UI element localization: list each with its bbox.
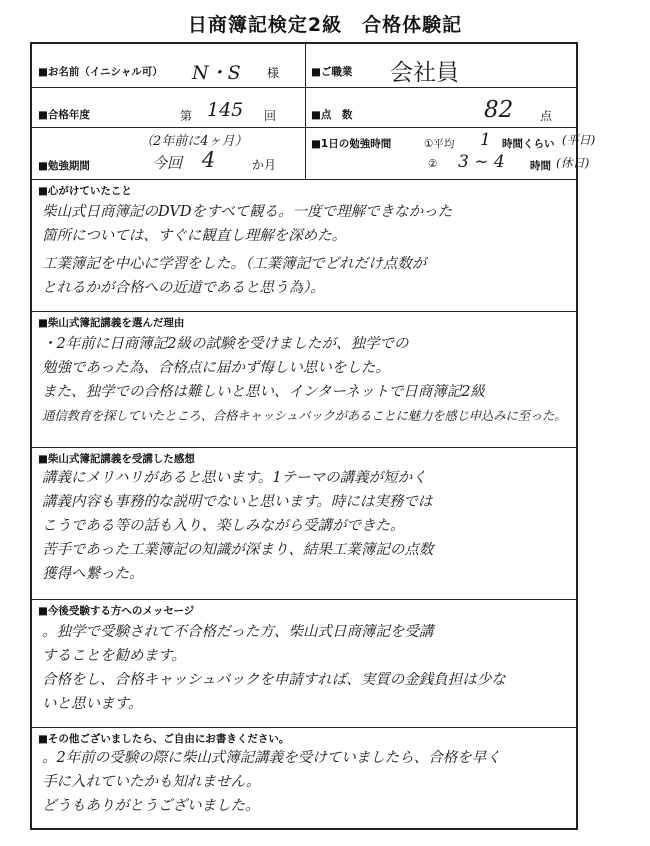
second-value: 3 ~ 4 xyxy=(458,152,505,172)
section-line: 苦手であった工業簿記の知識が深まり、結果工業簿記の点数 xyxy=(42,542,434,558)
section-line: どうもありがとうございました。 xyxy=(42,798,260,814)
year-value: 145 xyxy=(207,99,244,121)
average-unit: 時間くらい xyxy=(502,138,555,150)
year-label: ■合格年度 xyxy=(38,109,90,121)
section-line: することを勧めます。 xyxy=(42,648,186,664)
section-line: 通信教育を探していたところ、合格キャッシュバックがあることに魅力を感じ申込みに至った。 xyxy=(42,408,567,423)
year-suffix: 回 xyxy=(264,109,277,123)
section-label: ■柴山式簿記講義を受講した感想 xyxy=(38,453,195,465)
average-note: (平日) xyxy=(562,133,596,147)
period-note: （2年前に4ヶ月） xyxy=(140,134,248,149)
name-label: ■お名前（イニシャル可） xyxy=(38,66,163,78)
section-line: いと思います。 xyxy=(42,696,143,712)
section-line: また、独学での合格は難しいと思い、インターネットで日商簿記2級 xyxy=(42,384,485,400)
section-line: ・2年前に日商簿記2級の試験を受けましたが、独学での xyxy=(42,336,409,352)
score-suffix: 点 xyxy=(540,109,553,123)
section-line: 工業簿記を中心に学習をした。（工業簿記でどれだけ点数が xyxy=(42,256,427,272)
section-label: ■心がけていたこと xyxy=(38,185,132,197)
section-line: 箇所については、すぐに観直し理解を深めた。 xyxy=(42,228,347,244)
second-note: (休日) xyxy=(556,156,590,170)
info-row-period xyxy=(32,128,596,180)
section-line: 。独学で受験されて不合格だった方、柴山式日商簿記を受講 xyxy=(42,624,434,640)
job-label: ■ご職業 xyxy=(311,66,353,78)
info-row-name xyxy=(32,44,576,88)
second-label: ② xyxy=(428,158,438,170)
job-value: 会社員 xyxy=(390,60,459,86)
section-label: ■柴山式簿記講義を選んだ理由 xyxy=(38,317,185,329)
section-impression xyxy=(32,448,576,600)
experience-form xyxy=(30,42,596,830)
period-label: ■勉強期間 xyxy=(38,160,90,172)
section-effort xyxy=(32,180,576,312)
name-suffix: 様 xyxy=(267,66,280,80)
section-other xyxy=(32,728,576,828)
section-label: ■今後受験する方へのメッセージ xyxy=(38,605,195,617)
section-line: 獲得へ繋った。 xyxy=(42,566,144,582)
section-label: ■その他ございましたら、ご自由にお書きください。 xyxy=(38,733,290,745)
period-prefix: 今回 xyxy=(152,154,183,172)
period-suffix: か月 xyxy=(252,158,277,172)
section-line: 柴山式日商簿記のDVDをすべて観る。一度で理解できなかった xyxy=(42,204,453,220)
section-line: こうである等の話も入り、楽しみながら受講ができた。 xyxy=(42,518,405,534)
section-reason xyxy=(32,312,576,448)
score-value: 82 xyxy=(484,97,514,123)
section-message xyxy=(32,600,576,728)
name-value: N・S xyxy=(192,62,241,84)
section-line: 合格をし、合格キャッシュバックを申請すれば、実質の金銭負担は少な xyxy=(42,672,506,688)
score-label: ■点 数 xyxy=(311,109,353,121)
section-line: 勉強であった為、合格点に届かず悔しい思いをした。 xyxy=(42,360,390,376)
period-value: 4 xyxy=(202,148,216,172)
average-value: 1 xyxy=(480,130,491,150)
info-row-year xyxy=(32,88,576,128)
section-line: 手に入れていたかも知れません。 xyxy=(42,774,261,790)
average-label: ①平均 xyxy=(424,138,455,150)
second-unit: 時間 xyxy=(530,160,551,172)
section-line: とれるかが合格への近道であると思う為）。 xyxy=(42,280,325,296)
section-line: 。2年前の受験の際に柴山式簿記講義を受けていましたら、合格を早く xyxy=(42,750,501,766)
daily-hours-label: ■1日の勉強時間 xyxy=(311,138,392,150)
year-prefix: 第 xyxy=(180,109,193,123)
section-line: 講義にメリハリがあると思います。1テーマの講義が短かく xyxy=(42,470,427,486)
page-title: 日商簿記検定2級 合格体験記 xyxy=(187,14,463,36)
section-line: 講義内容も事務的な説明でないと思います。時には実務では xyxy=(42,494,433,510)
